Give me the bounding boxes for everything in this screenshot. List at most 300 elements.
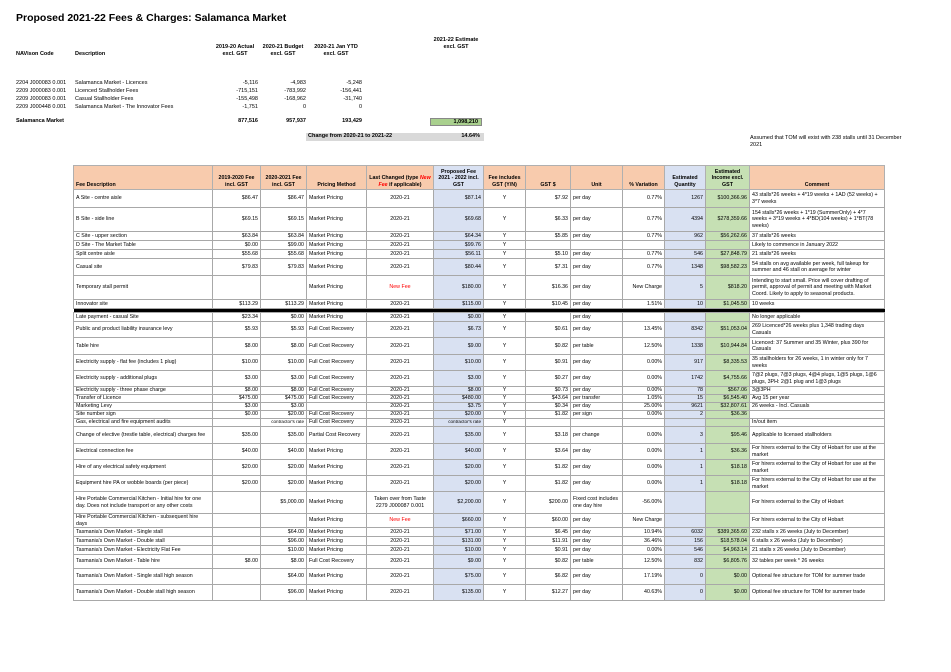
cell-fee-2020: $5.93: [261, 322, 307, 338]
cell-last-changed: 2020-21: [367, 546, 434, 555]
cell-last-changed: New Fee: [367, 276, 434, 300]
cell-gst-yn: Y: [484, 387, 526, 395]
cell-unit: [571, 419, 623, 427]
cell-quantity: 8342: [665, 322, 706, 338]
cell-variation: 0.77%: [623, 190, 665, 208]
cell-unit: per change: [571, 427, 623, 444]
cell-comment: 54 stalls on avg available per week, full takeup for summer and 46 stall on average for winter: [750, 259, 885, 276]
cell-pricing-method: Market Pricing: [307, 585, 367, 601]
cell-description: Tasmania's Own Market - Single stall high season: [74, 569, 213, 585]
cell-fee-2020: $69.15: [261, 208, 307, 232]
table-row: [74, 387, 885, 395]
cell-comment: For hirers external to the City of Hobart for use at the market: [750, 476, 885, 492]
cell-fee-2019: [213, 492, 261, 514]
header-income: Estimated Income excl. GST: [706, 166, 750, 190]
cell-comment: Optional fee structure for TOM for summer trade: [750, 585, 885, 601]
cell-fee-2020: $20.00: [261, 411, 307, 419]
cell-gst-yn: Y: [484, 476, 526, 492]
cell-comment: 7@2 plugs, 7@3 plugs, 4@4 plugs, 1@5 plugs, 1@6 plugs, 3PH: 2@1 plug and 1@3 plugs: [750, 371, 885, 387]
cell-pricing-method: Market Pricing: [307, 232, 367, 241]
cell-description: Late payment - casual Site: [74, 313, 213, 322]
cell-proposed-fee: $56.11: [434, 250, 484, 259]
cell-proposed-fee: $6.73: [434, 322, 484, 338]
summary-code: 2209 J000083 0.001: [16, 96, 67, 102]
cell-proposed-fee: $20.00: [434, 460, 484, 476]
page-title: Proposed 2021-22 Fees & Charges: Salamanca Market: [16, 12, 287, 24]
cell-gst-yn: Y: [484, 259, 526, 276]
cell-income: $98,582.23: [706, 259, 750, 276]
header-fee-2019: 2019-2020 Fee incl. GST: [213, 166, 261, 190]
cell-proposed-fee: $99.76: [434, 241, 484, 250]
cell-description: Tasmania's Own Market - Double stall: [74, 537, 213, 546]
cell-variation: 0.77%: [623, 259, 665, 276]
table-row: [74, 395, 885, 403]
cell-quantity: 1338: [665, 338, 706, 355]
cell-variation: 0.00%: [623, 476, 665, 492]
table-row: [74, 419, 885, 427]
cell-description: A Site - centre aisle: [74, 190, 213, 208]
cell-pricing-method: Market Pricing: [307, 569, 367, 585]
cell-pricing-method: Full Cost Recovery: [307, 555, 367, 569]
fees-table-body: [74, 190, 885, 601]
cell-quantity: 15: [665, 395, 706, 403]
cell-fee-2019: [213, 276, 261, 300]
cell-unit: per day: [571, 387, 623, 395]
cell-fee-2019: $23.34: [213, 313, 261, 322]
cell-gst-yn: Y: [484, 403, 526, 411]
cell-quantity: 9621: [665, 403, 706, 411]
cell-variation: 1.05%: [623, 395, 665, 403]
table-row: [74, 528, 885, 537]
cell-variation: 10.94%: [623, 528, 665, 537]
cell-fee-2020: $96.00: [261, 537, 307, 546]
cell-gst: [526, 313, 571, 322]
cell-pricing-method: Full Cost Recovery: [307, 322, 367, 338]
cell-income: [706, 492, 750, 514]
cell-income: $18,578.04: [706, 537, 750, 546]
cell-comment: Likely to commence in January 2022: [750, 241, 885, 250]
cell-pricing-method: Market Pricing: [307, 460, 367, 476]
cell-variation: 0.00%: [623, 371, 665, 387]
cell-gst: $3.64: [526, 444, 571, 460]
cell-description: Hire of any electrical safety equipment: [74, 460, 213, 476]
summary-total-actual: 877,516: [238, 118, 258, 124]
cell-unit: per day: [571, 537, 623, 546]
cell-fee-2019: $475.00: [213, 395, 261, 403]
cell-fee-2020: contractor's rate: [261, 419, 307, 427]
cell-gst: $6.33: [526, 208, 571, 232]
header-comment: Comment: [750, 166, 885, 190]
cell-variation: 13.45%: [623, 322, 665, 338]
cell-proposed-fee: $69.68: [434, 208, 484, 232]
cell-unit: per day: [571, 528, 623, 537]
cell-gst-yn: Y: [484, 492, 526, 514]
cell-quantity: 10: [665, 300, 706, 309]
summary-description: Salamanca Market - Licences: [75, 80, 148, 86]
cell-last-changed: New Fee: [367, 514, 434, 528]
cell-comment: For hirers external to the City of Hobart: [750, 492, 885, 514]
cell-fee-2020: [261, 514, 307, 528]
cell-pricing-method: Market Pricing: [307, 276, 367, 300]
cell-quantity: 4394: [665, 208, 706, 232]
summary-code: 2204 J000083 0.001: [16, 80, 67, 86]
cell-income: $18.18: [706, 460, 750, 476]
cell-fee-2019: [213, 569, 261, 585]
cell-proposed-fee: $3.00: [434, 371, 484, 387]
cell-comment: In/out item: [750, 419, 885, 427]
header-unit: Unit: [571, 166, 623, 190]
summary-actual: -5,116: [242, 80, 258, 86]
cell-variation: 0.00%: [623, 444, 665, 460]
cell-quantity: [665, 313, 706, 322]
cell-comment: 10 weeks: [750, 300, 885, 309]
cell-fee-2020: $55.68: [261, 250, 307, 259]
cell-description: Split centre aisle: [74, 250, 213, 259]
table-row: [74, 546, 885, 555]
cell-income: [706, 514, 750, 528]
table-row: [74, 208, 885, 232]
cell-fee-2020: $96.00: [261, 585, 307, 601]
cell-variation: 1.51%: [623, 300, 665, 309]
cell-description: Tasmania's Own Market - Table hire: [74, 555, 213, 569]
table-row: [74, 250, 885, 259]
cell-unit: per day: [571, 514, 623, 528]
cell-gst-yn: Y: [484, 537, 526, 546]
cell-income: $51,053.04: [706, 322, 750, 338]
cell-description: Electricity supply - three phase charge: [74, 387, 213, 395]
table-row: [74, 322, 885, 338]
cell-fee-2020: $64.00: [261, 528, 307, 537]
cell-last-changed: 2020-21: [367, 403, 434, 411]
cell-quantity: [665, 241, 706, 250]
table-row: [74, 585, 885, 601]
cell-gst-yn: Y: [484, 427, 526, 444]
table-row: [74, 232, 885, 241]
cell-unit: per day: [571, 300, 623, 309]
header-fee-description: Fee Description: [74, 166, 213, 190]
cell-unit: per day: [571, 190, 623, 208]
cell-gst: $5.85: [526, 232, 571, 241]
change-label: Change from 2020-21 to 2021-22: [308, 133, 393, 139]
cell-last-changed: 2020-21: [367, 232, 434, 241]
cell-comment: [750, 411, 885, 419]
cell-description: Electricity supply - flat fee (includes 1 plug): [74, 355, 213, 371]
cell-unit: per day: [571, 585, 623, 601]
cell-unit: per day: [571, 259, 623, 276]
summary-code: 2209 J000448 0.001: [16, 104, 67, 110]
cell-description: D Site - The Market Table: [74, 241, 213, 250]
cell-last-changed: 2020-21: [367, 528, 434, 537]
cell-gst: $1.82: [526, 411, 571, 419]
cell-comment: 154 stalls*26 weeks + 1*19 (SummerOnly) + 4*7 weeks + 3*19 weeks + 4*BD(104 weeks) + 1*BT(78 weeks): [750, 208, 885, 232]
cell-quantity: [665, 492, 706, 514]
cell-unit: per day: [571, 208, 623, 232]
cell-income: $6,545.40: [706, 395, 750, 403]
cell-unit: per table: [571, 338, 623, 355]
cell-quantity: [665, 419, 706, 427]
cell-fee-2020: $99.00: [261, 241, 307, 250]
table-row: [74, 569, 885, 585]
cell-quantity: 2: [665, 411, 706, 419]
cell-unit: Fixed cost includes one day hire: [571, 492, 623, 514]
cell-pricing-method: Full Cost Recovery: [307, 387, 367, 395]
cell-income: $4,755.66: [706, 371, 750, 387]
cell-gst-yn: Y: [484, 460, 526, 476]
cell-comment: Avg 15 per year: [750, 395, 885, 403]
fees-table: [73, 165, 885, 601]
cell-description: Temporary stall permit: [74, 276, 213, 300]
cell-variation: 0.00%: [623, 460, 665, 476]
cell-last-changed: 2020-21: [367, 419, 434, 427]
summary-ytd: -5,248: [346, 80, 362, 86]
cell-gst-yn: Y: [484, 546, 526, 555]
cell-fee-2019: $20.00: [213, 476, 261, 492]
cell-description: Transfer of Licence: [74, 395, 213, 403]
cell-comment: For hirers external to the City of Hobart for use at the market: [750, 460, 885, 476]
cell-gst: $6.82: [526, 569, 571, 585]
header-gst-yn: Fee includes GST (Y/N): [484, 166, 526, 190]
cell-proposed-fee: $660.00: [434, 514, 484, 528]
cell-quantity: 1742: [665, 371, 706, 387]
cell-pricing-method: Full Cost Recovery: [307, 395, 367, 403]
cell-fee-2020: $3.00: [261, 403, 307, 411]
cell-last-changed: 2020-21: [367, 338, 434, 355]
summary-actual: -1,751: [242, 104, 258, 110]
cell-description: C Site - upper section: [74, 232, 213, 241]
cell-gst: $0.61: [526, 322, 571, 338]
cell-unit: per day: [571, 476, 623, 492]
cell-pricing-method: Market Pricing: [307, 546, 367, 555]
cell-proposed-fee: $35.00: [434, 427, 484, 444]
cell-description: Hire Portable Commercial Kitchen - subsequent hire days: [74, 514, 213, 528]
cell-unit: per day: [571, 250, 623, 259]
cell-quantity: 1: [665, 476, 706, 492]
cell-comment: Optional fee structure for TOM for summer trade: [750, 569, 885, 585]
ytd-header: 2020-21 Jan YTD excl. GST: [314, 44, 358, 57]
cell-fee-2020: $10.00: [261, 355, 307, 371]
cell-comment: 3@3PH: [750, 387, 885, 395]
cell-gst-yn: Y: [484, 514, 526, 528]
cell-unit: per day: [571, 355, 623, 371]
cell-proposed-fee: $480.00: [434, 395, 484, 403]
table-row: [74, 460, 885, 476]
cell-unit: per transfer: [571, 395, 623, 403]
cell-proposed-fee: $131.00: [434, 537, 484, 546]
cell-pricing-method: Market Pricing: [307, 313, 367, 322]
cell-comment: Intending to start small. Price will cover drafting of permit, approval of permit and meeting with Market Coord. Likely to apply to seasonal products.: [750, 276, 885, 300]
cell-income: $0.00: [706, 585, 750, 601]
cell-fee-2019: $20.00: [213, 460, 261, 476]
cell-income: $0.00: [706, 569, 750, 585]
cell-fee-2019: [213, 528, 261, 537]
cell-unit: per day: [571, 403, 623, 411]
cell-description: Public and product liability insurance levy: [74, 322, 213, 338]
cell-comment: 21 stalls x 26 weeks (July to December): [750, 546, 885, 555]
cell-fee-2019: [213, 537, 261, 546]
cell-income: [706, 313, 750, 322]
cell-proposed-fee: $87.14: [434, 190, 484, 208]
cell-pricing-method: Market Pricing: [307, 250, 367, 259]
cell-income: $56,262.66: [706, 232, 750, 241]
cell-gst-yn: Y: [484, 371, 526, 387]
cell-proposed-fee: $64.34: [434, 232, 484, 241]
cell-description: Equipment hire PA or wobble boards (per piece): [74, 476, 213, 492]
cell-comment: 35 stallholders for 26 weeks, 1 in winter only for 7 weeks: [750, 355, 885, 371]
cell-fee-2020: $8.00: [261, 555, 307, 569]
cell-proposed-fee: $135.00: [434, 585, 484, 601]
cell-gst: $12.27: [526, 585, 571, 601]
cell-proposed-fee: $80.44: [434, 259, 484, 276]
cell-quantity: 0: [665, 585, 706, 601]
cell-description: Casual site: [74, 259, 213, 276]
header-proposed-fee: Proposed Fee 2021 - 2022 incl. GST: [434, 166, 484, 190]
cell-proposed-fee: $75.00: [434, 569, 484, 585]
cell-fee-2019: [213, 514, 261, 528]
cell-description: Electrical connection fee: [74, 444, 213, 460]
cell-gst: $1.82: [526, 476, 571, 492]
cell-quantity: 1: [665, 444, 706, 460]
cell-description: Gas, electrical and fire equipment audits: [74, 419, 213, 427]
header-quantity: Estimated Quantity: [665, 166, 706, 190]
cell-last-changed: 2020-21: [367, 444, 434, 460]
cell-comment: 21 stalls*26 weeks: [750, 250, 885, 259]
cell-last-changed: Taken over from Taste 2279 J000087 0.001: [367, 492, 434, 514]
cell-fee-2019: $69.15: [213, 208, 261, 232]
cell-description: Electricity supply - additional plugs: [74, 371, 213, 387]
summary-description: Salamanca Market - The Innovator Fees: [75, 104, 174, 110]
cell-variation: 0.77%: [623, 232, 665, 241]
cell-fee-2020: $35.00: [261, 427, 307, 444]
cell-variation: 0.00%: [623, 411, 665, 419]
cell-gst: $43.64: [526, 395, 571, 403]
cell-proposed-fee: $9.00: [434, 338, 484, 355]
cell-unit: [571, 241, 623, 250]
cell-gst: $5.10: [526, 250, 571, 259]
cell-fee-2019: $0.00: [213, 411, 261, 419]
cell-variation: 0.00%: [623, 546, 665, 555]
cell-fee-2020: $0.00: [261, 313, 307, 322]
cell-quantity: 5: [665, 276, 706, 300]
cell-comment: 32 tables per week * 26 weeks: [750, 555, 885, 569]
cell-unit: per day: [571, 232, 623, 241]
table-row: [74, 444, 885, 460]
cell-comment: Licenced: 37 Summer and 35 Winter, plus 390 for Casuals: [750, 338, 885, 355]
summary-code: 2209 J000083 0.001: [16, 88, 67, 94]
cell-last-changed: 2020-21: [367, 300, 434, 309]
cell-description: Table hire: [74, 338, 213, 355]
cell-pricing-method: Market Pricing: [307, 241, 367, 250]
cell-gst-yn: Y: [484, 585, 526, 601]
cell-fee-2020: $63.84: [261, 232, 307, 241]
cell-income: $32,807.61: [706, 403, 750, 411]
cell-fee-2020: $79.83: [261, 259, 307, 276]
cell-variation: 0.00%: [623, 355, 665, 371]
cell-variation: 12.50%: [623, 555, 665, 569]
cell-fee-2019: $3.00: [213, 371, 261, 387]
cell-quantity: 1348: [665, 259, 706, 276]
cell-variation: New Charge: [623, 276, 665, 300]
cell-variation: 40.63%: [623, 585, 665, 601]
cell-unit: per day: [571, 546, 623, 555]
table-row: [74, 371, 885, 387]
cell-last-changed: 2020-21: [367, 427, 434, 444]
cell-gst-yn: Y: [484, 355, 526, 371]
cell-unit: per day: [571, 276, 623, 300]
cell-variation: 12.50%: [623, 338, 665, 355]
cell-variation: New Charge: [623, 514, 665, 528]
cell-gst-yn: Y: [484, 338, 526, 355]
table-row: [74, 241, 885, 250]
cell-comment: 26 weeks - Incl. Casuals: [750, 403, 885, 411]
cell-gst-yn: Y: [484, 276, 526, 300]
cell-last-changed: 2020-21: [367, 411, 434, 419]
cell-last-changed: 2020-21: [367, 395, 434, 403]
cell-last-changed: 2020-21: [367, 585, 434, 601]
cell-proposed-fee: $180.00: [434, 276, 484, 300]
cell-gst-yn: Y: [484, 395, 526, 403]
cell-gst-yn: Y: [484, 444, 526, 460]
cell-income: $567.06: [706, 387, 750, 395]
cell-fee-2020: $10.00: [261, 546, 307, 555]
cell-quantity: 156: [665, 537, 706, 546]
cell-gst: $200.00: [526, 492, 571, 514]
header-fee-2020: 2020-2021 Fee incl. GST: [261, 166, 307, 190]
cell-proposed-fee: $20.00: [434, 411, 484, 419]
cell-last-changed: 2020-21: [367, 569, 434, 585]
cell-variation: 17.19%: [623, 569, 665, 585]
cell-variation: 0.77%: [623, 250, 665, 259]
cell-variation: 0.00%: [623, 387, 665, 395]
cell-fee-2019: [213, 585, 261, 601]
cell-fee-2020: $20.00: [261, 460, 307, 476]
cell-unit: per day: [571, 444, 623, 460]
cell-proposed-fee: $2,200.00: [434, 492, 484, 514]
cell-quantity: 6032: [665, 528, 706, 537]
estimate-header: 2021-22 Estimate excl. GST: [433, 37, 479, 50]
cell-fee-2020: $40.00: [261, 444, 307, 460]
cell-last-changed: 2020-21: [367, 555, 434, 569]
cell-comment: 6 stalls x 26 weeks (July to December): [750, 537, 885, 546]
summary-total-budget: 957,937: [286, 118, 306, 124]
cell-pricing-method: Partial Cost Recovery: [307, 427, 367, 444]
cell-gst: $0.82: [526, 338, 571, 355]
cell-fee-2019: $8.00: [213, 338, 261, 355]
cell-unit: per day: [571, 371, 623, 387]
cell-proposed-fee: $71.00: [434, 528, 484, 537]
summary-actual: -155,498: [236, 96, 258, 102]
cell-gst-yn: Y: [484, 555, 526, 569]
cell-income: $6,805.76: [706, 555, 750, 569]
cell-fee-2020: $20.00: [261, 476, 307, 492]
table-row: [74, 259, 885, 276]
description-header: Description: [75, 51, 106, 57]
cell-income: $27,848.79: [706, 250, 750, 259]
cell-last-changed: 2020-21: [367, 259, 434, 276]
cell-description: Tasmania's Own Market - Single stall: [74, 528, 213, 537]
cell-fee-2020: $8.00: [261, 387, 307, 395]
cell-gst: $0.73: [526, 387, 571, 395]
cell-fee-2019: $0.00: [213, 241, 261, 250]
table-row: [74, 555, 885, 569]
cell-last-changed: 2020-21: [367, 476, 434, 492]
cell-fee-2019: $55.68: [213, 250, 261, 259]
cell-comment: For hirers external to the City of Hobart for use at the market: [750, 444, 885, 460]
summary-total-label: Salamanca Market: [16, 118, 64, 124]
cell-comment: 232 stalls x 26 weeks (July to December): [750, 528, 885, 537]
budget-header: 2020-21 Budget excl. GST: [262, 44, 304, 57]
cell-last-changed: 2020-21: [367, 250, 434, 259]
cell-pricing-method: Market Pricing: [307, 514, 367, 528]
